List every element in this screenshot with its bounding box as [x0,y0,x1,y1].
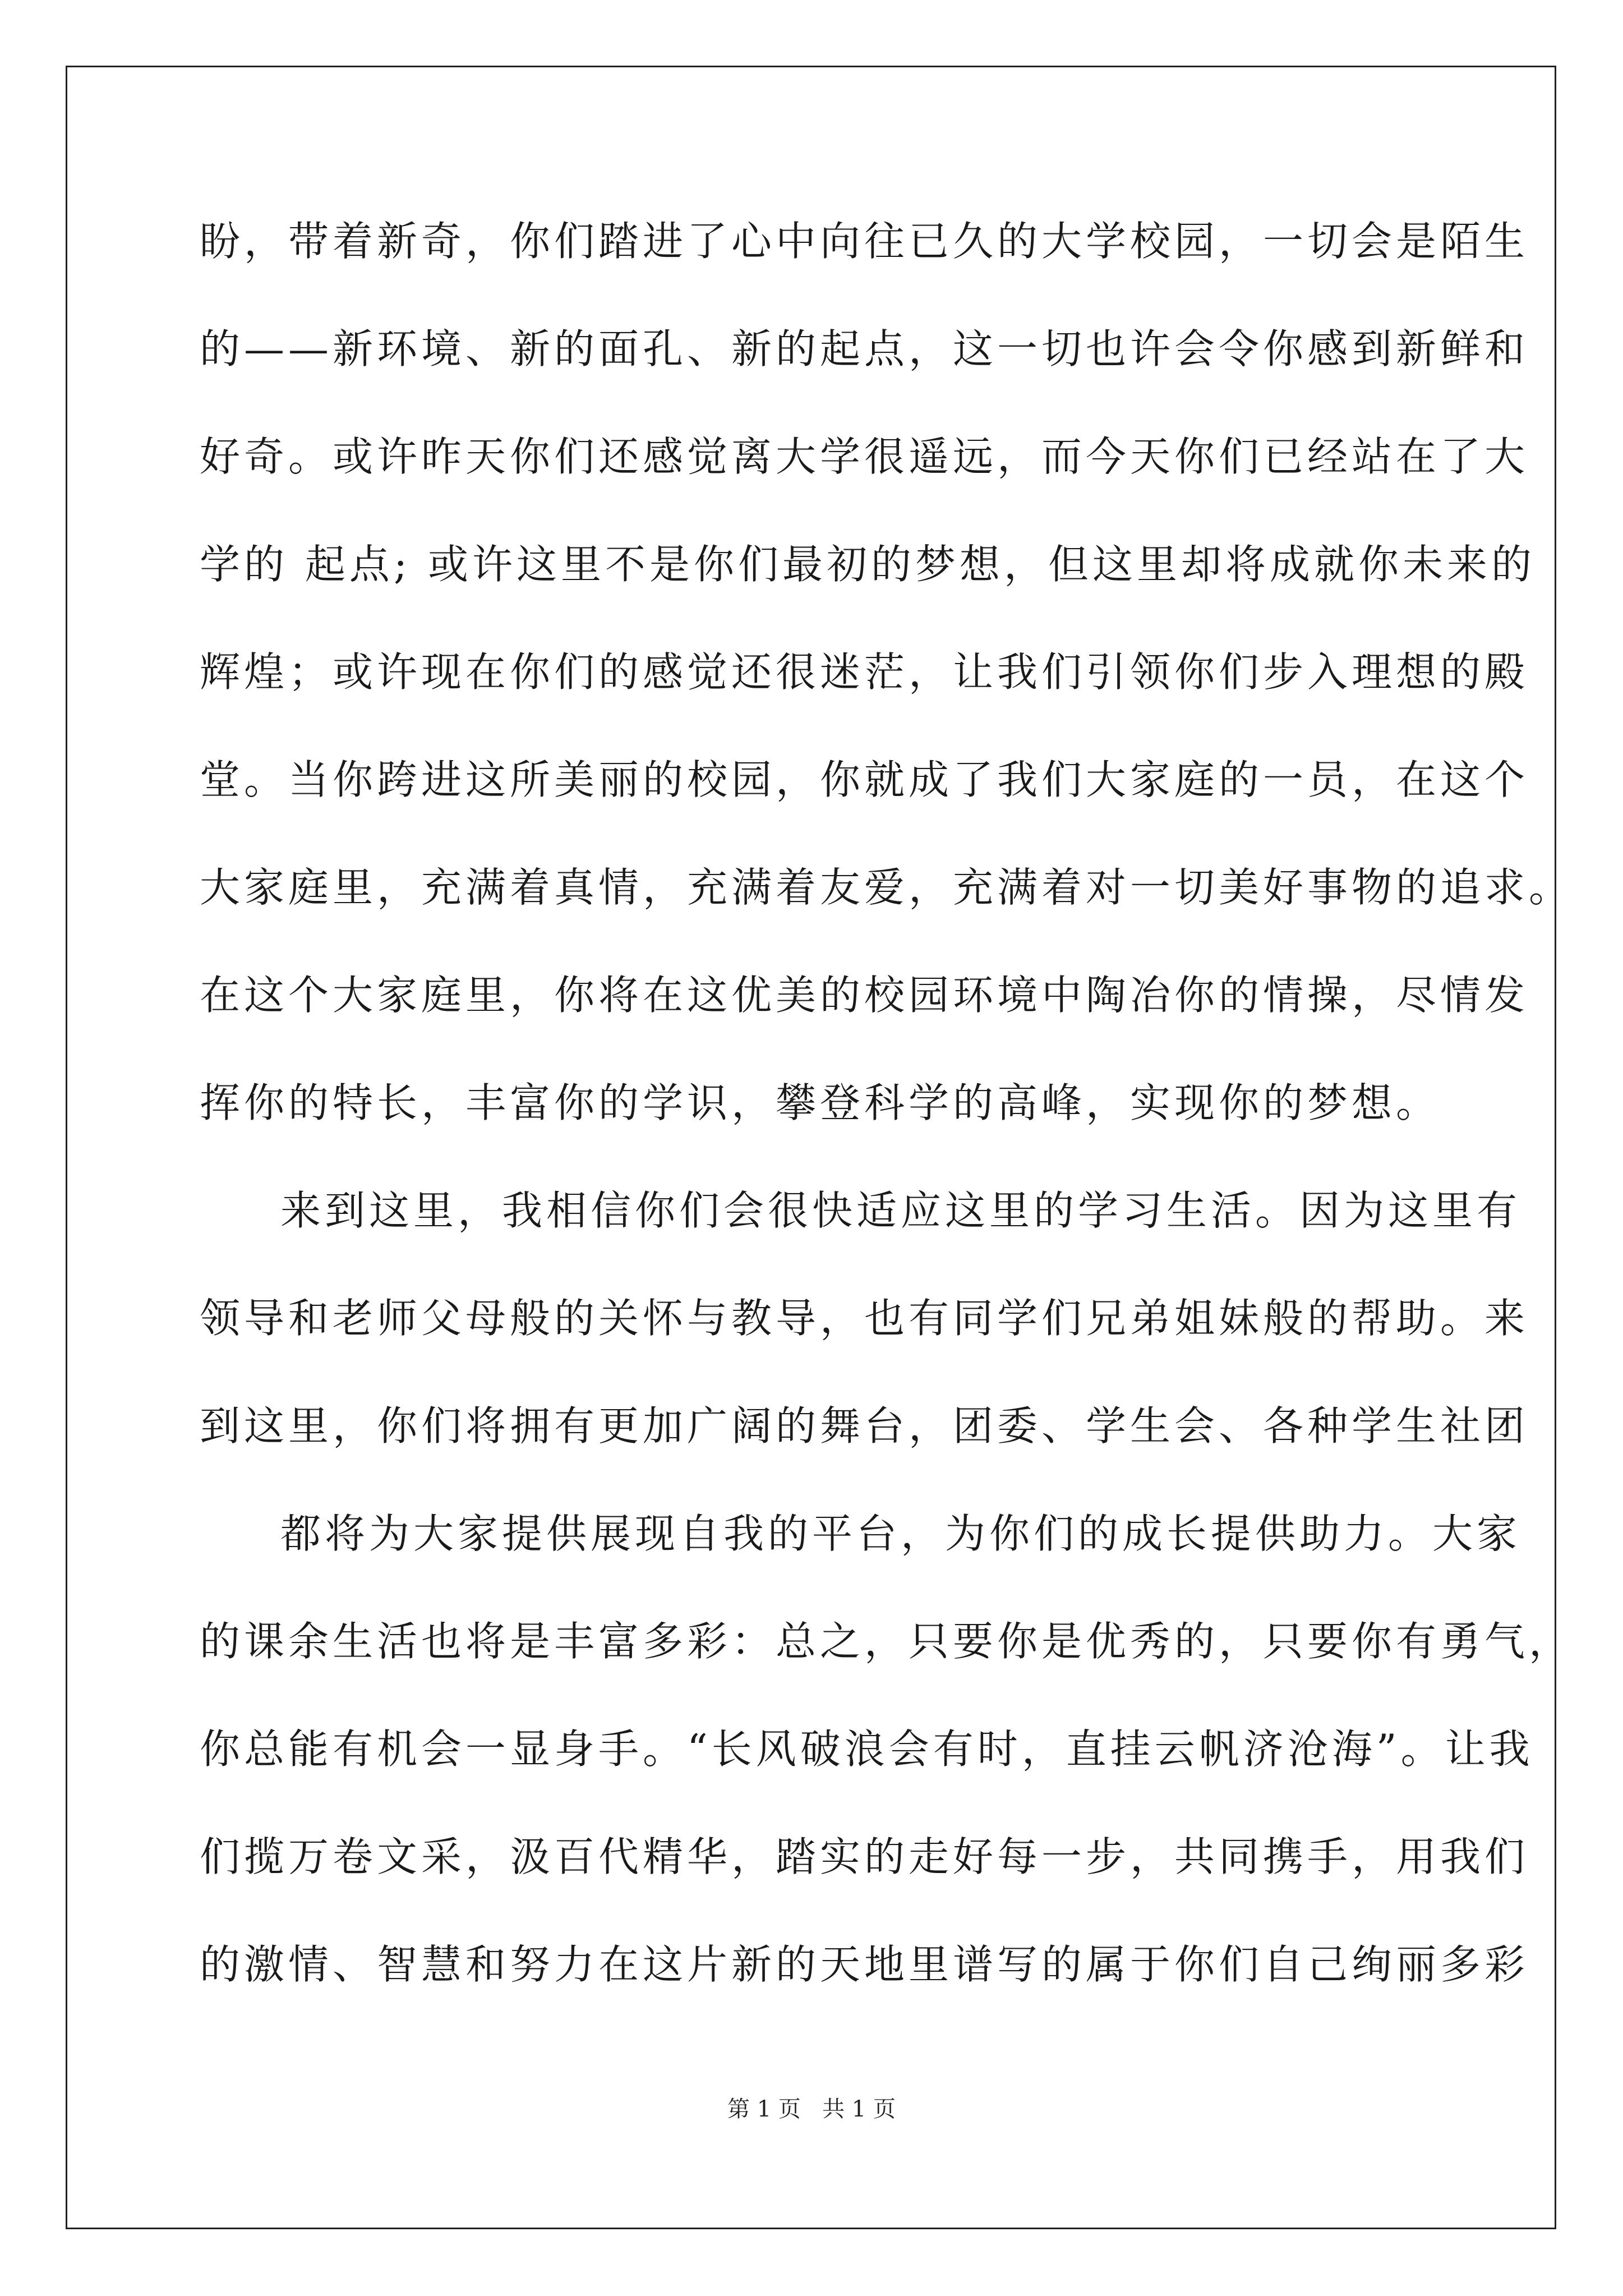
text-line: 的——新环境、新的面孔、新的起点，这一切也许会令你感到新鲜和 [200,325,1529,372]
text-line: 堂。当你跨进这所美丽的校园，你就成了我们大家庭的一员，在这个 [200,756,1529,803]
text-line: 在这个大家庭里，你将在这优美的校园环境中陶冶你的情操，尽情发 [200,972,1529,1019]
text-line: 挥你的特长，丰富你的学识，攀登科学的高峰，实现你的梦想。 [200,1079,1441,1126]
text-line: 的激情、智慧和努力在这片新的天地里谱写的属于你们自己绚丽多彩 [200,1941,1529,1988]
text-line: 学的 起点; 或许这里不是你们最初的梦想，但这里却将成就你未来的 [200,541,1536,588]
text-line: 你总能有机会一显身手。“长风破浪会有时，直挂云帆济沧海”。让我 [200,1726,1534,1773]
text-line: 盼，带着新奇，你们踏进了心中向往已久的大学校园，一切会是陌生 [200,218,1529,265]
paragraph-start-line: 来到这里，我相信你们会很快适应这里的学习生活。因为这里有 [280,1187,1521,1234]
paragraph-start-line: 都将为大家提供展现自我的平台，为你们的成长提供助力。大家 [280,1510,1521,1557]
text-line: 大家庭里，充满着真情，充满着友爱，充满着对一切美好事物的追求。 [200,864,1574,911]
text-line: 的课余生活也将是丰富多彩：总之，只要你是优秀的，只要你有勇气， [200,1618,1574,1665]
document-body [200,213,1574,2044]
page-footer [0,2095,1623,2123]
text-line: 好奇。或许昨天你们还感觉离大学很遥远，而今天你们已经站在了大 [200,433,1529,480]
text-line: 辉煌；或许现在你们的感觉还很迷茫，让我们引领你们步入理想的殿 [200,648,1529,696]
text-line: 领导和老师父母般的关怀与教导，也有同学们兄弟姐妹般的帮助。来 [200,1295,1529,1342]
page-total: 共 1 页 [822,2096,896,2122]
page-number: 第 1 页 [727,2096,801,2122]
text-line: 到这里，你们将拥有更加广阔的舞台，团委、学生会、各种学生社团 [200,1402,1529,1450]
text-line: 们揽万卷文采，汲百代精华，踏实的走好每一步，共同携手，用我们 [200,1833,1529,1880]
